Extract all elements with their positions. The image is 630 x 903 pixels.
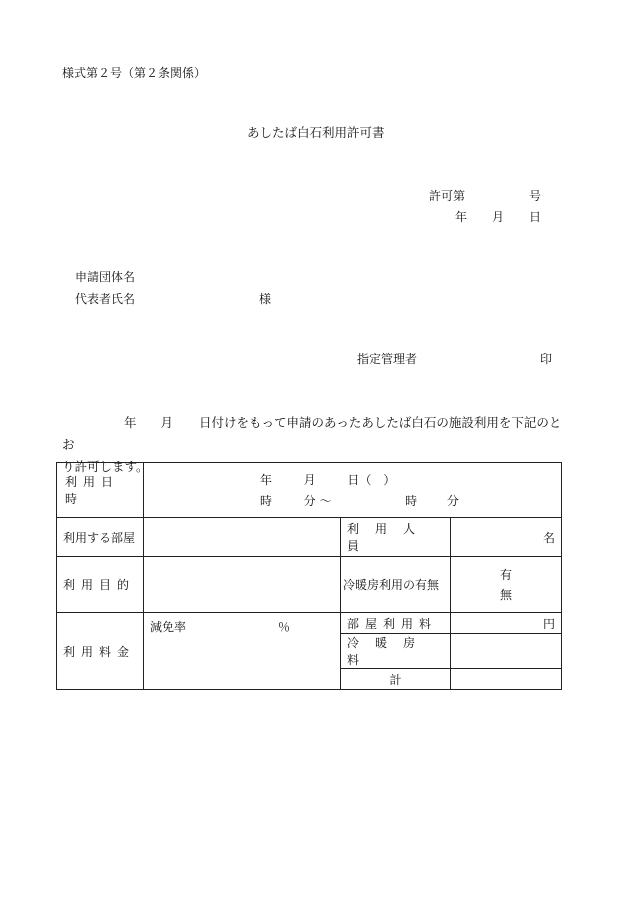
table-row (57, 518, 562, 557)
yen-unit: 円 (543, 616, 556, 631)
ac-no[interactable]: 無 (500, 587, 513, 602)
room-fee-label-cell (341, 613, 451, 634)
manager-label: 指定管理者 (357, 352, 418, 366)
room-label-cell (57, 518, 144, 557)
ac-fee-value-cell[interactable] (451, 634, 562, 669)
ac-label-cell (341, 557, 451, 613)
people-label-cell (341, 518, 451, 557)
table-row (57, 463, 562, 518)
permit-day: 日 (529, 210, 542, 224)
applicant-org-label: 申請団体名 (75, 270, 136, 284)
paragraph-text-line1: 日付けをもって申請のあったあしたば白石の施設利用を下記のとお (62, 415, 562, 452)
permit-year: 年 (455, 210, 468, 224)
table-row (57, 613, 562, 634)
permit-table (56, 462, 562, 690)
ac-choice-cell[interactable] (451, 557, 562, 613)
paragraph-year: 年 (124, 415, 137, 430)
permit-number-suffix: 号 (529, 189, 542, 203)
purpose-label-cell (57, 557, 144, 613)
ac-fee-label-cell (341, 634, 451, 669)
room-label: 利用する部屋 (63, 530, 136, 545)
date-month: 月 (303, 473, 316, 487)
purpose-value-cell[interactable] (144, 557, 341, 613)
time-hour: 時 (260, 494, 273, 508)
people-value-cell[interactable] (451, 518, 562, 557)
room-fee-value-cell[interactable] (451, 613, 562, 634)
date-value-cell[interactable] (144, 463, 562, 518)
paragraph-month: 月 (160, 415, 174, 430)
people-label: 利用人員 (347, 522, 432, 553)
total-value-cell[interactable] (451, 669, 562, 690)
ac-fee-label: 冷暖房料 (347, 636, 432, 667)
date-day: 日（ ） (347, 473, 396, 487)
purpose-label: 利用目的 (63, 578, 136, 592)
document-title: あしたば白石利用許可書 (247, 125, 385, 140)
time-min2: 分 (446, 494, 459, 508)
representative-label: 代表者氏名 (75, 292, 136, 306)
date-label: 利用日時 (65, 475, 120, 506)
fee-label-cell (57, 613, 144, 690)
form-number: 様式第２号（第２条関係） (62, 66, 207, 80)
room-fee-label: 部屋利用料 (347, 616, 438, 631)
ac-yes[interactable]: 有 (500, 567, 513, 582)
permit-label: 許可第 (429, 189, 466, 203)
discount-label: 減免率 (150, 620, 187, 634)
honorific: 様 (259, 292, 272, 306)
date-label-cell (57, 463, 144, 518)
discount-cell[interactable] (144, 613, 341, 690)
seal-mark: 印 (540, 352, 553, 366)
fee-label: 利用料金 (63, 644, 136, 659)
percent-sign: ％ (277, 620, 290, 634)
time-hour2: 時 (405, 494, 418, 508)
total-label: 計 (389, 672, 402, 687)
date-year: 年 (260, 473, 273, 487)
time-min: 分 〜 (303, 494, 332, 508)
people-unit: 名 (543, 530, 556, 545)
room-value-cell[interactable] (144, 518, 341, 557)
permit-month: 月 (492, 210, 505, 224)
table-row (57, 557, 562, 613)
total-label-cell (341, 669, 451, 690)
paragraph-text-line2: り許可します。 (62, 459, 149, 474)
ac-label: 冷暖房利用の有無 (343, 578, 440, 592)
